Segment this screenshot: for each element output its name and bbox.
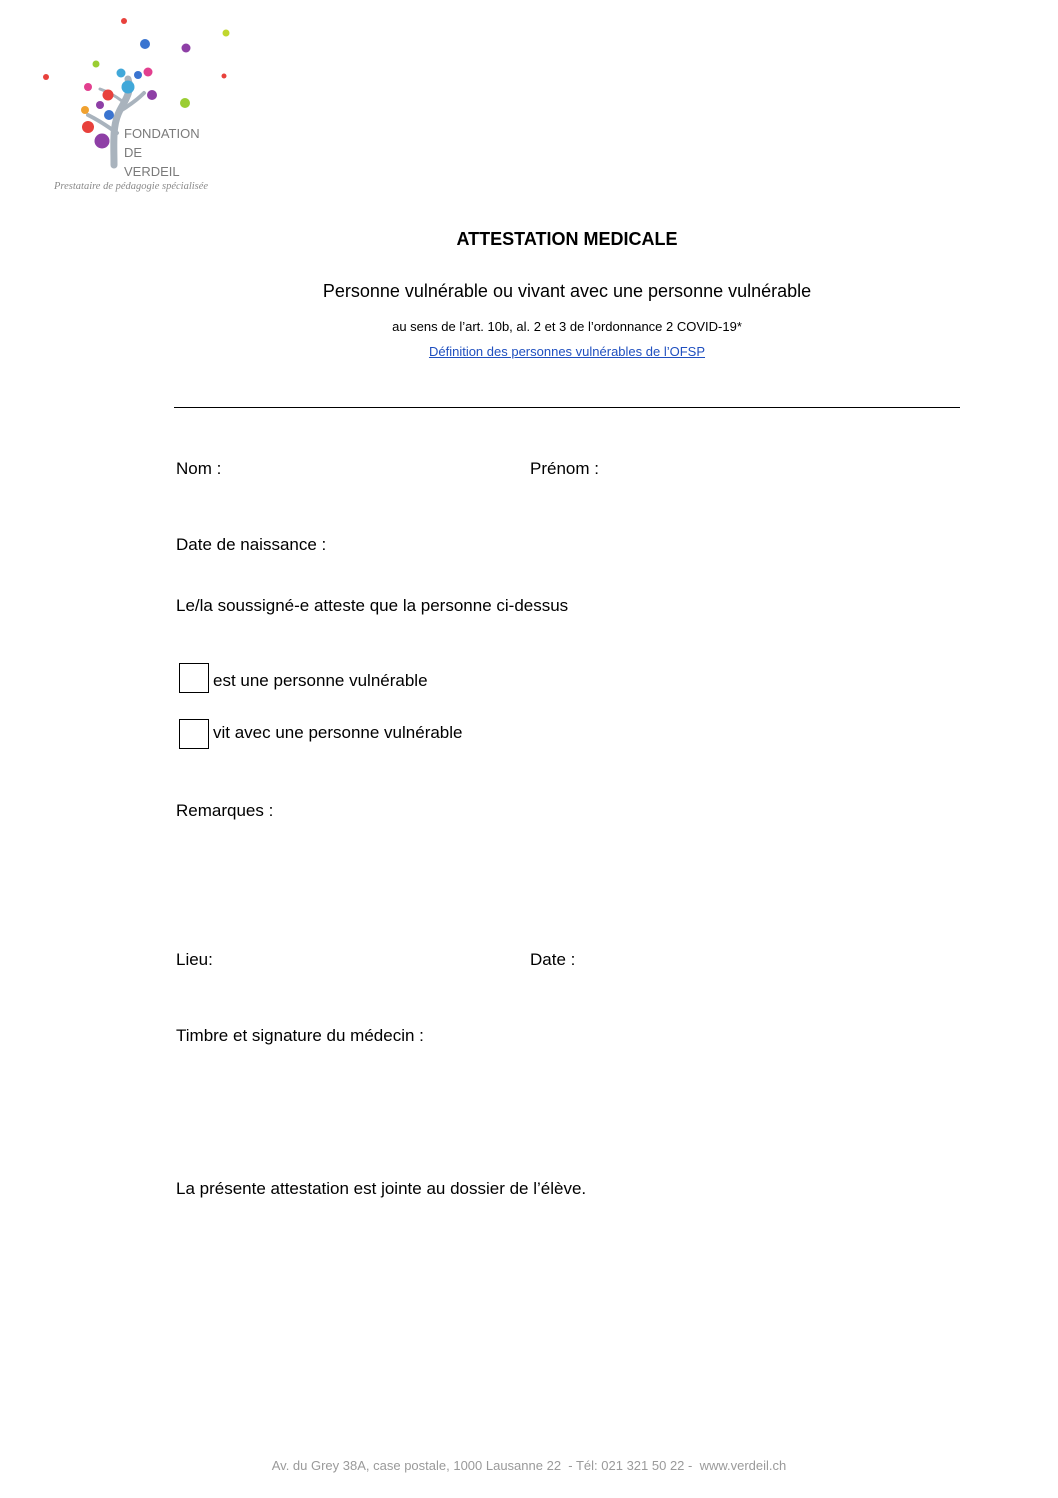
footer-address: Av. du Grey 38A, case postale, 1000 Lausanne 22 - Tél: 021 321 50 22 - www.verdeil.ch xyxy=(271,1458,787,1473)
checkbox-vulnerable[interactable] xyxy=(179,663,209,693)
date-naissance-label: Date de naissance : xyxy=(176,535,327,554)
signature-label: Timbre et signature du médecin : xyxy=(176,1026,424,1045)
option-vulnerable-label: est une personne vulnérable xyxy=(213,671,428,690)
legal-reference: au sens de l’art. 10b, al. 2 et 3 de l’ordonnance 2 COVID-19* xyxy=(392,319,742,334)
logo-tagline: Prestataire de pédagogie spécialisée xyxy=(54,181,209,192)
ofsp-definition-link[interactable]: Définition des personnes vulnérables de l’OFSP xyxy=(428,344,706,359)
checkbox-lives-with-vulnerable[interactable] xyxy=(179,719,209,749)
document-subtitle: Personne vulnérable ou vivant avec une personne vulnérable xyxy=(322,281,812,301)
logo-text-de: DE xyxy=(124,145,143,160)
document-title: ATTESTATION MEDICALE xyxy=(456,229,678,249)
link-row xyxy=(0,343,1058,361)
horizontal-divider xyxy=(174,407,960,408)
prenom-label: Prénom : xyxy=(530,459,599,478)
logo-text-fondation: FONDATION xyxy=(124,126,200,141)
date-label: Date : xyxy=(530,950,576,969)
logo-text-verdeil: VERDEIL xyxy=(124,164,180,179)
attestation-intro: Le/la soussigné-e atteste que la personne ci-dessus xyxy=(176,596,569,615)
fondation-verdeil-logo xyxy=(40,15,250,200)
option-lives-with-label: vit avec une personne vulnérable xyxy=(213,723,463,742)
nom-label: Nom : xyxy=(176,459,222,478)
closing-note: La présente attestation est jointe au dossier de l’élève. xyxy=(176,1179,587,1198)
remarques-label: Remarques : xyxy=(176,801,274,820)
lieu-label: Lieu: xyxy=(176,950,213,969)
